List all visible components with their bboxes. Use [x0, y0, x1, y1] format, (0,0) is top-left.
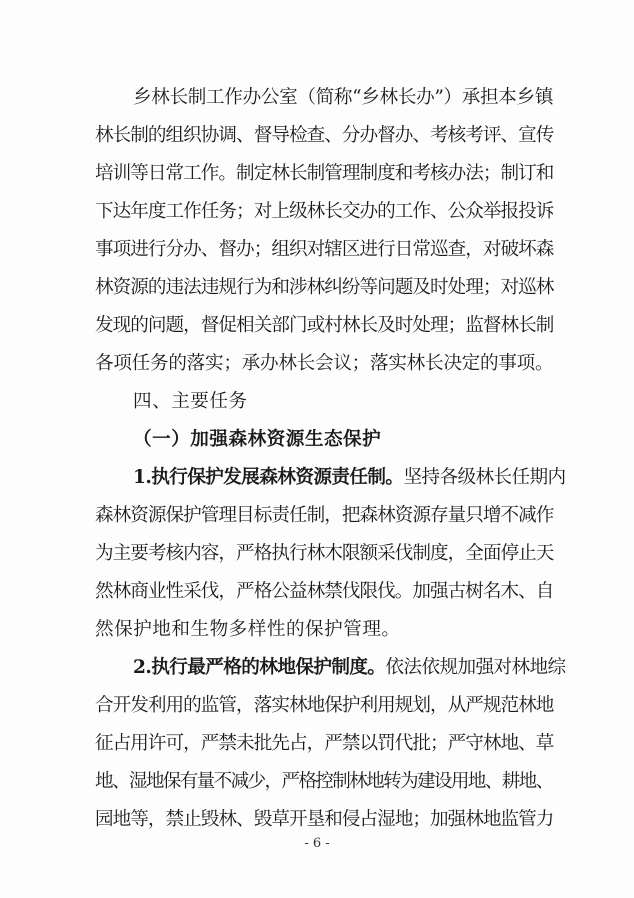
paragraph-line: 合开发利用的监管，落实林地保护利用规划，从严规范林地	[95, 695, 554, 716]
paragraph-line: 下达年度工作任务；对上级林长交办的工作、公众举报投诉	[95, 201, 554, 222]
subsection-heading: （一）加强森林资源生态保护	[133, 429, 382, 450]
item-1-title: 1.执行保护发展森林资源责任制。	[133, 467, 404, 488]
paragraph-line: 征占用许可，严禁未批先占，严禁以罚代批；严守林地、草	[95, 733, 554, 754]
item-1-first-line	[133, 466, 566, 490]
paragraph-line: 为主要考核内容，严格执行林木限额采伐制度，全面停止天	[95, 543, 554, 564]
paragraph-line: 森林资源保护管理目标责任制，把森林资源存量只增不减作	[95, 505, 554, 526]
paragraph-line: 乡林长制工作办公室（简称“乡林长办”）承担本乡镇	[133, 87, 554, 108]
item-2-first-line	[133, 656, 566, 680]
paragraph-line: 培训等日常工作。制定林长制管理制度和考核办法；制订和	[95, 163, 554, 184]
paragraph-line: 地、湿地保有量不减少，严格控制林地转为建设用地、耕地、	[95, 771, 553, 792]
item-1-text: 坚持各级林长任期内	[403, 467, 566, 488]
item-2-title: 2.执行最严格的林地保护制度。	[133, 657, 386, 678]
paragraph-line: 各项任务的落实；承办林长会议；落实林长决定的事项。	[95, 353, 554, 374]
paragraph-line: 然林商业性采伐，严格公益林禁伐限伐。加强古树名木、自	[95, 581, 554, 602]
section-heading: 四、主要任务	[133, 391, 248, 412]
paragraph-line: 然保护地和生物多样性的保护管理。	[95, 619, 401, 640]
paragraph-line: 园地等，禁止毁林、毁草开垦和侵占湿地；加强林地监管力	[95, 809, 554, 830]
page-number: - 6 -	[304, 836, 330, 851]
paragraph-line: 林长制的组织协调、督导检查、分办督办、考核考评、宣传	[95, 125, 554, 146]
paragraph-line: 林资源的违法违规行为和涉林纠纷等问题及时处理；对巡林	[95, 277, 554, 298]
item-2-text: 依法依规加强对林地综	[385, 657, 566, 678]
paragraph-line: 事项进行分办、督办；组织对辖区进行日常巡查，对破坏森	[95, 239, 554, 260]
paragraph-line: 发现的问题，督促相关部门或村林长及时处理；监督林长制	[95, 315, 554, 336]
